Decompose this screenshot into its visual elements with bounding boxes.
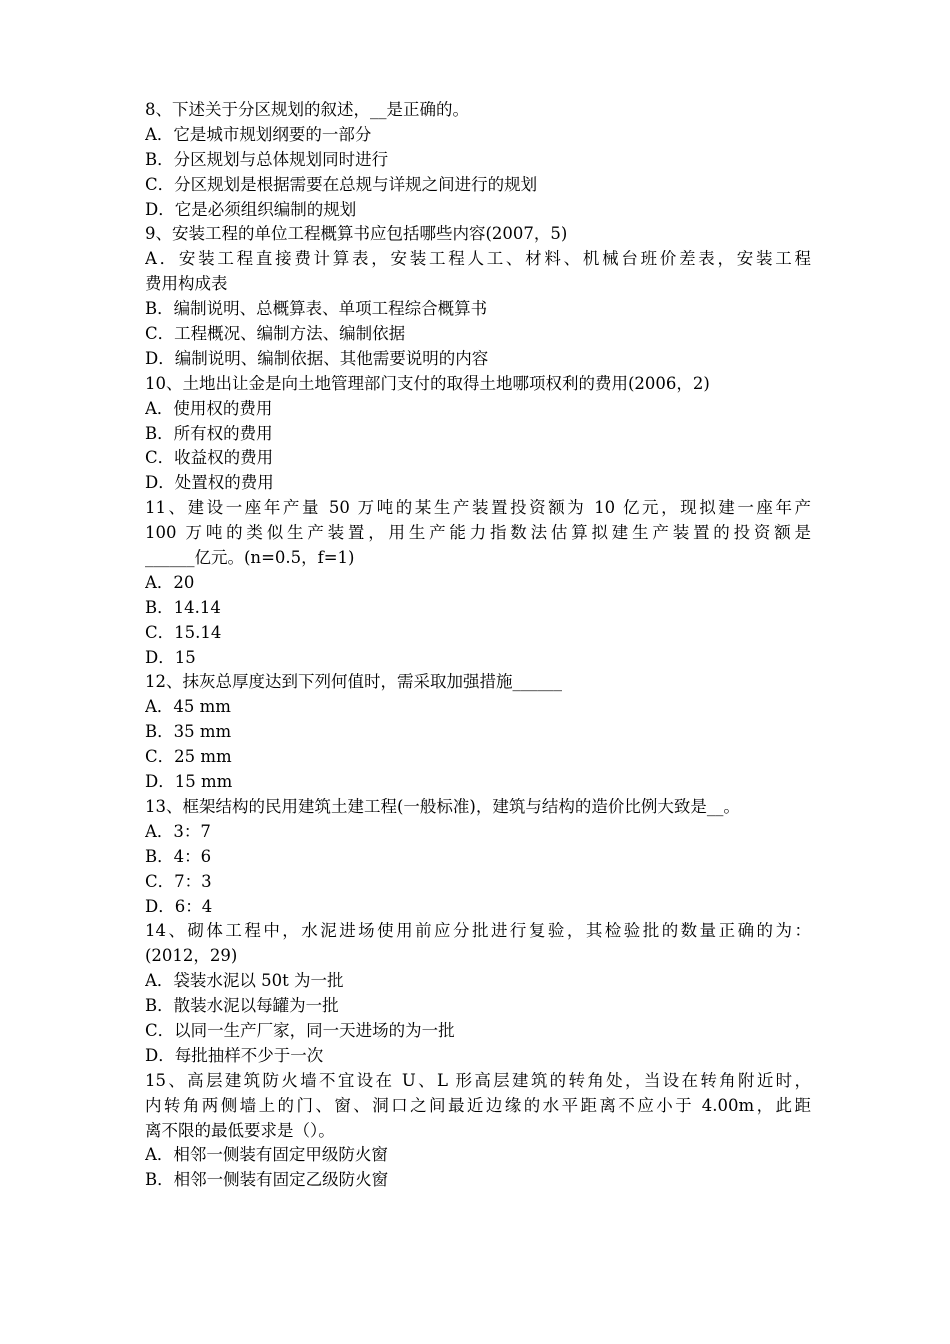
q8-option-a: A．它是城市规划纲要的一部分: [145, 124, 372, 144]
q10-stem: 10、土地出让金是向土地管理部门支付的取得土地哪项权利的费用(2006，2): [145, 373, 710, 393]
q11-option-d: D．15: [145, 647, 196, 667]
q14-option-c: C．以同一生产厂家，同一天进场的为一批: [145, 1020, 455, 1040]
q13-option-b: B．4：6: [145, 846, 212, 866]
document-page: [145, 98, 811, 1193]
q15-stem-line2: 内转角两侧墙上的门、窗、洞口之间最近边缘的水平距离不应小于 4.00m，此距: [145, 1095, 811, 1115]
q8-option-b: B．分区规划与总体规划同时进行: [145, 149, 389, 169]
q9-option-d: D．编制说明、编制依据、其他需要说明的内容: [145, 348, 489, 368]
q13-option-c: C．7：3: [145, 871, 212, 891]
q14-stem-line2: (2012，29): [145, 946, 238, 966]
q11-stem-line2: 100 万吨的类似生产装置，用生产能力指数法估算拟建生产装置的投资额是: [145, 523, 811, 543]
q12-stem: 12、抹灰总厚度达到下列何值时，需采取加强措施______: [145, 672, 562, 692]
q10-option-c: C．收益权的费用: [145, 448, 274, 468]
q15-stem-line1: 15、高层建筑防火墙不宜设在 U、L 形高层建筑的转角处，当设在转角附近时，: [145, 1070, 811, 1090]
q11-option-a: A．20: [145, 572, 195, 592]
q8-option-c: C．分区规划是根据需要在总规与详规之间进行的规划: [145, 174, 538, 194]
q11-option-b: B．14.14: [145, 597, 221, 617]
q11-option-c: C．15.14: [145, 622, 222, 642]
q13-option-d: D．6：4: [145, 896, 213, 916]
q8-option-d: D．它是必须组织编制的规划: [145, 199, 357, 219]
q9-stem: 9、安装工程的单位工程概算书应包括哪些内容(2007，5): [145, 224, 568, 244]
q11-stem-line3: ______亿元。(n=0.5，f=1): [145, 548, 355, 568]
q13-stem: 13、框架结构的民用建筑土建工程(一般标准)，建筑与结构的造价比例大致是__。: [145, 796, 740, 816]
q12-option-a: A．45 mm: [145, 697, 231, 717]
q14-stem-line1: 14、砌体工程中，水泥进场使用前应分批进行复验，其检验批的数量正确的为：: [145, 921, 811, 941]
q15-option-b: B．相邻一侧装有固定乙级防火窗: [145, 1170, 389, 1190]
q9-option-b: B．编制说明、总概算表、单项工程综合概算书: [145, 299, 488, 319]
q14-option-a: A．袋装水泥以 50t 为一批: [145, 971, 344, 991]
q15-option-a: A．相邻一侧装有固定甲级防火窗: [145, 1145, 388, 1165]
q10-option-d: D．处置权的费用: [145, 473, 274, 493]
q12-option-c: C．25 mm: [145, 747, 232, 767]
q10-option-a: A．使用权的费用: [145, 398, 273, 418]
q12-option-d: D．15 mm: [145, 772, 233, 792]
q15-stem-line3: 离不限的最低要求是（）。: [145, 1120, 335, 1140]
q8-stem: 8、下述关于分区规划的叙述，__是正确的。: [145, 100, 469, 119]
q9-option-a-line1: A．安装工程直接费计算表，安装工程人工、材料、机械台班价差表，安装工程: [145, 249, 811, 269]
q14-option-b: B．散装水泥以每罐为一批: [145, 996, 339, 1016]
q9-option-c: C．工程概况、编制方法、编制依据: [145, 324, 406, 344]
q13-option-a: A．3：7: [145, 821, 211, 841]
q12-option-b: B．35 mm: [145, 722, 232, 742]
q10-option-b: B．所有权的费用: [145, 423, 273, 443]
q11-stem-line1: 11、建设一座年产量 50 万吨的某生产装置投资额为 10 亿元，现拟建一座年产: [145, 498, 811, 518]
q9-option-a-line2: 费用构成表: [145, 274, 228, 294]
q14-option-d: D．每批抽样不少于一次: [145, 1045, 324, 1065]
